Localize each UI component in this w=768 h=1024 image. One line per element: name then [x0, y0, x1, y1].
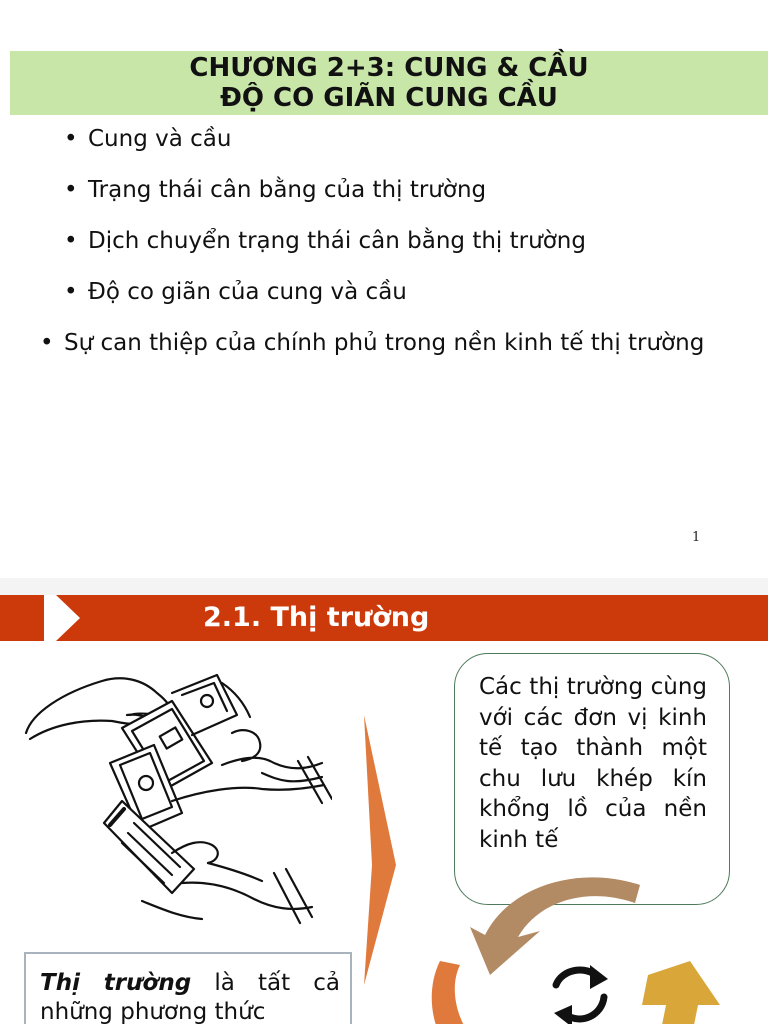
section-title: 2.1. Thị trường [203, 602, 430, 633]
slide-title-line-2: ĐỘ CO GIÃN CUNG CẦU [220, 83, 558, 113]
bullet-dot: • [64, 126, 78, 152]
bullet-text: Dịch chuyển trạng thái cân bằng thị trường [88, 228, 586, 254]
bullet-item [64, 175, 724, 206]
bullet-list [40, 124, 724, 379]
definition-rest: là tất cả những phương thức [40, 970, 340, 1024]
bullet-item [40, 328, 724, 359]
definition-term: Thị trường [40, 970, 192, 996]
bullet-dot: • [64, 177, 78, 203]
slide-2 [0, 595, 768, 1024]
bullet-text: Độ co giãn của cung và cầu [88, 279, 407, 305]
bullet-item [64, 277, 724, 308]
orange-arrow-shape [360, 715, 400, 985]
slide-title-line-1: CHƯƠNG 2+3: CUNG & CẦU [189, 53, 589, 83]
bullet-item [64, 124, 724, 155]
page-number: 1 [692, 530, 701, 545]
bullet-dot: • [40, 330, 54, 356]
bullet-dot: • [64, 279, 78, 305]
definition-text [40, 969, 340, 1024]
bullet-item [64, 226, 724, 257]
title-band [10, 51, 768, 115]
bullet-text: Trạng thái cân bằng của thị trường [88, 177, 487, 203]
bullet-text: Cung và cầu [88, 126, 232, 152]
slide-divider [0, 578, 768, 595]
money-exchange-illustration [22, 673, 332, 933]
definition-box [24, 952, 352, 1024]
bullet-dot: • [64, 228, 78, 254]
cycle-arrows-icon [430, 865, 730, 1024]
bubble-text: Các thị trường cùng với các đơn vị kinh tế tạo thành một chu lưu khép kín khổng lồ của nền kinh tế [479, 674, 707, 853]
bullet-text: Sự can thiệp của chính phủ trong nền kinh tế thị trường [64, 330, 705, 356]
